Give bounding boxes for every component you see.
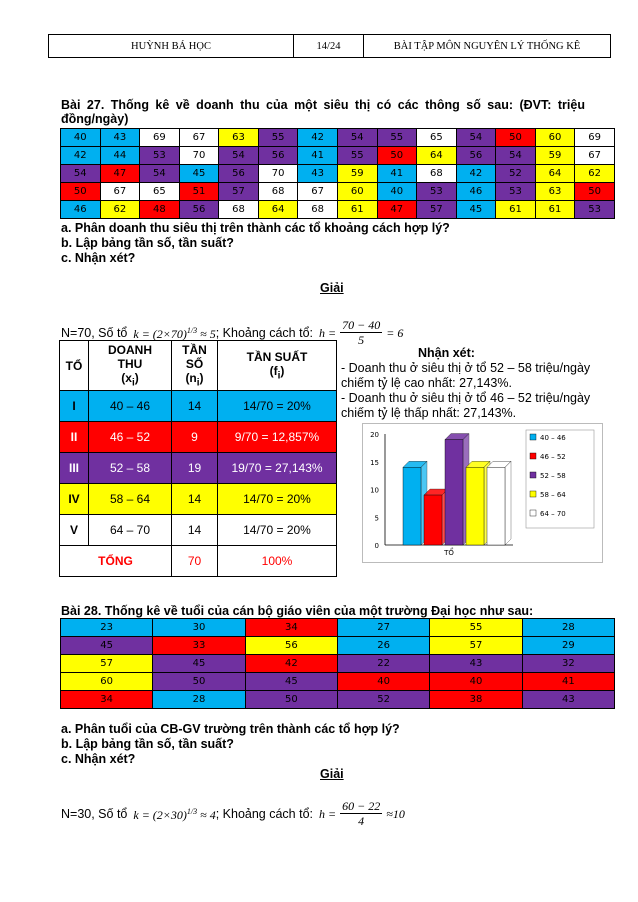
b27-grid-cell: 67 <box>298 183 338 201</box>
b27-grid-cell: 48 <box>140 201 180 219</box>
b28-grid-cell: 50 <box>153 673 245 691</box>
col-doanh-thu-sub: i <box>131 377 135 389</box>
chart-legend-swatch <box>530 472 536 478</box>
b28-h-formula <box>319 799 405 828</box>
b27-grid-cell: 44 <box>100 147 140 165</box>
b28-grid-cell: 28 <box>153 691 245 709</box>
freq-cell-f: 14/70 = 20% <box>218 515 337 546</box>
freq-cell-f: 14/70 = 20% <box>218 391 337 422</box>
chart-legend-swatch <box>530 491 536 497</box>
col-tan-suat-end: ) <box>280 363 285 378</box>
b27-grid-cell: 65 <box>140 183 180 201</box>
b27-grid-cell: 56 <box>456 147 496 165</box>
chart-bar <box>424 495 442 545</box>
b27-grid-cell: 68 <box>298 201 338 219</box>
b28-grid-cell: 22 <box>337 655 429 673</box>
b27-grid-cell: 68 <box>417 165 457 183</box>
b28-grid-cell: 45 <box>245 673 337 691</box>
col-tan-suat-sub: i <box>277 370 281 382</box>
b27-chart <box>362 423 603 563</box>
freq-cell-f: 9/70 = 12,857% <box>218 422 337 453</box>
b28-grid-cell: 28 <box>522 619 614 637</box>
b27-grid-cell: 62 <box>100 201 140 219</box>
b28-h-num: 60 − 22 <box>342 799 381 813</box>
b27-grid-cell: 70 <box>258 165 298 183</box>
b27-grid-row <box>61 129 615 147</box>
b27-h-num: 70 − 40 <box>342 318 381 332</box>
b27-grid-cell: 55 <box>377 129 417 147</box>
freq-cell-to: II <box>60 422 89 453</box>
b27-grid-cell: 54 <box>496 147 536 165</box>
b27-grid-row <box>61 147 615 165</box>
b27-grid-cell: 69 <box>140 129 180 147</box>
col-doanh-thu-l3: (x <box>121 370 132 385</box>
col-tan-suat <box>218 341 337 391</box>
b27-h-den: 5 <box>358 333 365 347</box>
freq-row <box>60 453 337 484</box>
freq-cell-range: 58 – 64 <box>89 484 172 515</box>
b28-grid-cell: 57 <box>430 637 522 655</box>
b27-grid-cell: 53 <box>140 147 180 165</box>
freq-row <box>60 484 337 515</box>
chart-y-tick-label: 15 <box>370 458 379 467</box>
b28-grid-cell: 26 <box>337 637 429 655</box>
b28-grid-cell: 45 <box>61 637 153 655</box>
b27-grid-cell: 64 <box>417 147 457 165</box>
b27-grid-cell: 68 <box>219 201 259 219</box>
b28-grid-cell: 43 <box>430 655 522 673</box>
col-tan-suat-l2: (f <box>269 363 278 378</box>
b27-grid-cell: 42 <box>456 165 496 183</box>
b27-grid-cell: 67 <box>575 147 615 165</box>
freq-row <box>60 515 337 546</box>
freq-cell-range: 40 – 46 <box>89 391 172 422</box>
b27-h-left: h = <box>319 325 337 340</box>
header-title: BÀI TẬP MÔN NGUYÊN LÝ THỐNG KÊ <box>393 40 581 52</box>
b27-grid-cell: 53 <box>575 201 615 219</box>
chart-y-tick-label: 0 <box>374 542 379 550</box>
b27-grid-cell: 50 <box>377 147 417 165</box>
freq-cell-f: 14/70 = 20% <box>218 484 337 515</box>
freq-row <box>60 422 337 453</box>
chart-bar <box>445 440 463 545</box>
chart-y-tick-label: 20 <box>370 431 379 439</box>
b28-grid-cell: 41 <box>522 673 614 691</box>
freq-cell-f: 19/70 = 27,143% <box>218 453 337 484</box>
b27-title-line1: Bài 27. Thống kê về doanh thu của một siêu thị có các thông số sau: (ĐVT: triệu <box>61 98 585 112</box>
freq-cell-n: 14 <box>172 515 218 546</box>
b27-k-exp: 1/3 <box>186 326 198 335</box>
b27-grid-cell: 70 <box>179 147 219 165</box>
b27-grid-cell: 56 <box>179 201 219 219</box>
b28-grid-row <box>61 673 615 691</box>
b27-question-c: c. Nhận xét? <box>61 251 136 265</box>
b28-question-b: b. Lập bảng tần số, tần suất? <box>61 737 234 751</box>
b28-question-c: c. Nhận xét? <box>61 752 136 766</box>
col-tan-suat-l1: TẦN SUẤT <box>246 349 308 364</box>
b27-remark-line: chiếm tỷ lệ cao nhất: 27,143%. <box>341 376 512 390</box>
chart-bar <box>403 467 421 545</box>
chart-legend-label: 46 – 52 <box>540 453 566 461</box>
b27-grid-cell: 59 <box>337 165 377 183</box>
b27-grid-cell: 59 <box>535 147 575 165</box>
b28-grid-cell: 29 <box>522 637 614 655</box>
b28-formula-line <box>61 799 405 828</box>
b27-n-text: N=70, Số tổ <box>61 325 128 340</box>
b27-grid-cell: 64 <box>535 165 575 183</box>
freq-cell-n: 19 <box>172 453 218 484</box>
b27-grid-cell: 50 <box>496 129 536 147</box>
b27-grid-cell: 42 <box>61 147 101 165</box>
col-tan-so-l2: SỐ <box>185 356 204 371</box>
b27-grid-cell: 69 <box>575 129 615 147</box>
b27-grid-cell: 67 <box>100 183 140 201</box>
b27-grid-cell: 43 <box>298 165 338 183</box>
freq-cell-range: 64 – 70 <box>89 515 172 546</box>
b27-h-fraction <box>340 318 382 347</box>
b27-grid-cell: 40 <box>61 129 101 147</box>
b27-grid-cell: 57 <box>417 201 457 219</box>
b27-grid-cell: 60 <box>535 129 575 147</box>
b28-grid-cell: 27 <box>337 619 429 637</box>
b27-grid-cell: 60 <box>337 183 377 201</box>
b28-grid-cell: 50 <box>245 691 337 709</box>
col-doanh-thu-l1: DOANH <box>108 342 152 357</box>
b28-grid-cell: 60 <box>61 673 153 691</box>
b27-frequency-table <box>59 340 337 577</box>
b27-grid-cell: 54 <box>61 165 101 183</box>
b28-k-exp: 1/3 <box>186 807 198 816</box>
b27-grid-cell: 45 <box>456 201 496 219</box>
b28-grid-cell: 43 <box>522 691 614 709</box>
b28-grid-cell: 33 <box>153 637 245 655</box>
b27-grid-cell: 40 <box>377 183 417 201</box>
b27-grid-cell: 46 <box>456 183 496 201</box>
b27-remark-line: chiếm tỷ lệ thấp nhất: 27,143%. <box>341 406 517 420</box>
chart-bar-side <box>505 461 511 545</box>
b27-grid-cell: 64 <box>258 201 298 219</box>
page-header <box>48 34 611 58</box>
chart-legend-swatch <box>530 434 536 440</box>
b28-n-text: N=30, Số tổ <box>61 806 128 821</box>
b27-grid-cell: 53 <box>496 183 536 201</box>
b28-k-formula <box>133 805 215 822</box>
freq-cell-to: IV <box>60 484 89 515</box>
b28-data-grid <box>60 618 615 709</box>
b27-question-b: b. Lập bảng tần số, tần suất? <box>61 236 234 250</box>
chart-legend-swatch <box>530 510 536 516</box>
b28-h-label: ; Khoảng cách tổ: <box>215 806 314 821</box>
b27-bar-chart <box>363 424 602 562</box>
chart-legend-label: 64 – 70 <box>540 510 566 518</box>
b27-grid-cell: 42 <box>298 129 338 147</box>
b27-grid-cell: 67 <box>179 129 219 147</box>
col-doanh-thu-end: ) <box>134 370 139 385</box>
b28-title: Bài 28. Thống kê về tuổi của cán bộ giáo viên của một trường Đại học như sau: <box>61 604 534 618</box>
freq-cell-to: I <box>60 391 89 422</box>
b27-grid-cell: 55 <box>258 129 298 147</box>
col-to: TỔ <box>60 341 89 391</box>
b28-grid-cell: 34 <box>245 619 337 637</box>
b27-data-grid <box>60 128 615 219</box>
b28-grid-cell: 52 <box>337 691 429 709</box>
b28-h-result: ≈10 <box>386 806 405 821</box>
b27-grid-cell: 56 <box>219 165 259 183</box>
freq-cell-to: V <box>60 515 89 546</box>
freq-cell-range: 52 – 58 <box>89 453 172 484</box>
col-tan-so-l3: (n <box>185 370 197 385</box>
b28-grid-cell: 42 <box>245 655 337 673</box>
b27-grid-cell: 63 <box>535 183 575 201</box>
b28-grid-cell: 40 <box>337 673 429 691</box>
b27-grid-cell: 43 <box>100 129 140 147</box>
b27-grid-cell: 55 <box>337 147 377 165</box>
b27-grid-cell: 50 <box>575 183 615 201</box>
b28-grid-cell: 55 <box>430 619 522 637</box>
b27-grid-cell: 61 <box>337 201 377 219</box>
b27-h-result: = 6 <box>386 325 404 340</box>
total-f: 100% <box>218 546 337 577</box>
b27-grid-cell: 54 <box>456 129 496 147</box>
b27-grid-cell: 68 <box>258 183 298 201</box>
b27-grid-cell: 47 <box>377 201 417 219</box>
b28-k-base: k = (2×30) <box>133 808 187 822</box>
chart-bar <box>487 467 505 545</box>
b27-grid-cell: 41 <box>298 147 338 165</box>
b27-grid-cell: 61 <box>535 201 575 219</box>
b27-h-label: ; Khoảng cách tổ: <box>215 325 314 340</box>
col-tan-so-l1: TẦN <box>182 342 207 357</box>
b27-grid-cell: 41 <box>377 165 417 183</box>
b28-h-den: 4 <box>358 814 365 828</box>
b27-grid-cell: 45 <box>179 165 219 183</box>
b27-grid-cell: 50 <box>61 183 101 201</box>
b28-h-left: h = <box>319 806 337 821</box>
b27-k-result: ≈ 5 <box>200 327 216 341</box>
b27-k-base: k = (2×70) <box>133 327 187 341</box>
b27-remark-line: - Doanh thu ở siêu thị ở tổ 52 – 58 triệu/ngày <box>341 361 591 375</box>
col-tan-so <box>172 341 218 391</box>
b28-grid-row <box>61 637 615 655</box>
freq-cell-n: 14 <box>172 391 218 422</box>
b27-grid-cell: 61 <box>496 201 536 219</box>
b27-grid-cell: 65 <box>417 129 457 147</box>
b28-question-a: a. Phân tuổi của CB-GV trường trên thành các tổ hợp lý? <box>61 722 400 736</box>
b27-title-line2: đồng/ngày) <box>61 112 129 126</box>
b27-solution-heading: Giải <box>320 281 344 295</box>
b27-grid-cell: 62 <box>575 165 615 183</box>
b27-grid-cell: 47 <box>100 165 140 183</box>
chart-x-label: TỔ <box>444 549 454 557</box>
b28-grid-cell: 34 <box>61 691 153 709</box>
b28-grid-cell: 38 <box>430 691 522 709</box>
b27-remark-title: Nhận xét: <box>418 346 475 360</box>
b28-grid-row <box>61 619 615 637</box>
b28-grid-row <box>61 691 615 709</box>
col-doanh-thu <box>89 341 172 391</box>
b28-grid-cell: 30 <box>153 619 245 637</box>
total-n: 70 <box>172 546 218 577</box>
chart-legend-label: 58 – 64 <box>540 491 566 499</box>
b27-k-formula <box>133 324 215 341</box>
b28-solution-heading: Giải <box>320 767 344 781</box>
b28-grid-row <box>61 655 615 673</box>
b27-grid-cell: 51 <box>179 183 219 201</box>
b27-grid-cell: 46 <box>61 201 101 219</box>
header-page-number: 14/24 <box>294 35 364 57</box>
b27-grid-cell: 52 <box>496 165 536 183</box>
b27-grid-row <box>61 201 615 219</box>
b28-grid-cell: 56 <box>245 637 337 655</box>
b27-remark-text <box>341 361 590 421</box>
chart-legend-swatch <box>530 453 536 459</box>
freq-row <box>60 391 337 422</box>
b28-grid-cell: 40 <box>430 673 522 691</box>
chart-y-tick-label: 5 <box>374 514 379 523</box>
col-tan-so-sub: i <box>196 377 200 389</box>
b27-remark-line: - Doanh thu ở siêu thị ở tổ 46 – 52 triệu/ngày <box>341 391 591 405</box>
b27-grid-cell: 56 <box>258 147 298 165</box>
b27-grid-row <box>61 165 615 183</box>
freq-cell-n: 9 <box>172 422 218 453</box>
b28-grid-cell: 32 <box>522 655 614 673</box>
freq-cell-n: 14 <box>172 484 218 515</box>
b28-grid-cell: 57 <box>61 655 153 673</box>
b27-grid-row <box>61 183 615 201</box>
b27-grid-cell: 57 <box>219 183 259 201</box>
freq-cell-range: 46 – 52 <box>89 422 172 453</box>
col-doanh-thu-l2: THU <box>117 356 143 371</box>
chart-legend-label: 40 – 46 <box>540 434 566 442</box>
b27-grid-cell: 54 <box>140 165 180 183</box>
b28-h-fraction <box>340 799 382 828</box>
chart-bar <box>466 467 484 545</box>
b27-grid-cell: 54 <box>219 147 259 165</box>
chart-legend-label: 52 – 58 <box>540 472 566 480</box>
col-tan-so-end: ) <box>199 370 204 385</box>
b28-k-result: ≈ 4 <box>200 808 216 822</box>
b28-grid-cell: 45 <box>153 655 245 673</box>
b27-question-a: a. Phân doanh thu siêu thị trên thành các tổ khoảng cách hợp lý? <box>61 221 450 235</box>
header-author: HUỲNH BÁ HỌC <box>49 35 294 57</box>
chart-y-tick-label: 10 <box>370 486 379 495</box>
b27-grid-cell: 53 <box>417 183 457 201</box>
freq-cell-to: III <box>60 453 89 484</box>
b27-grid-cell: 54 <box>337 129 377 147</box>
total-label: TỔNG <box>60 546 172 577</box>
b28-grid-cell: 23 <box>61 619 153 637</box>
b27-grid-cell: 63 <box>219 129 259 147</box>
